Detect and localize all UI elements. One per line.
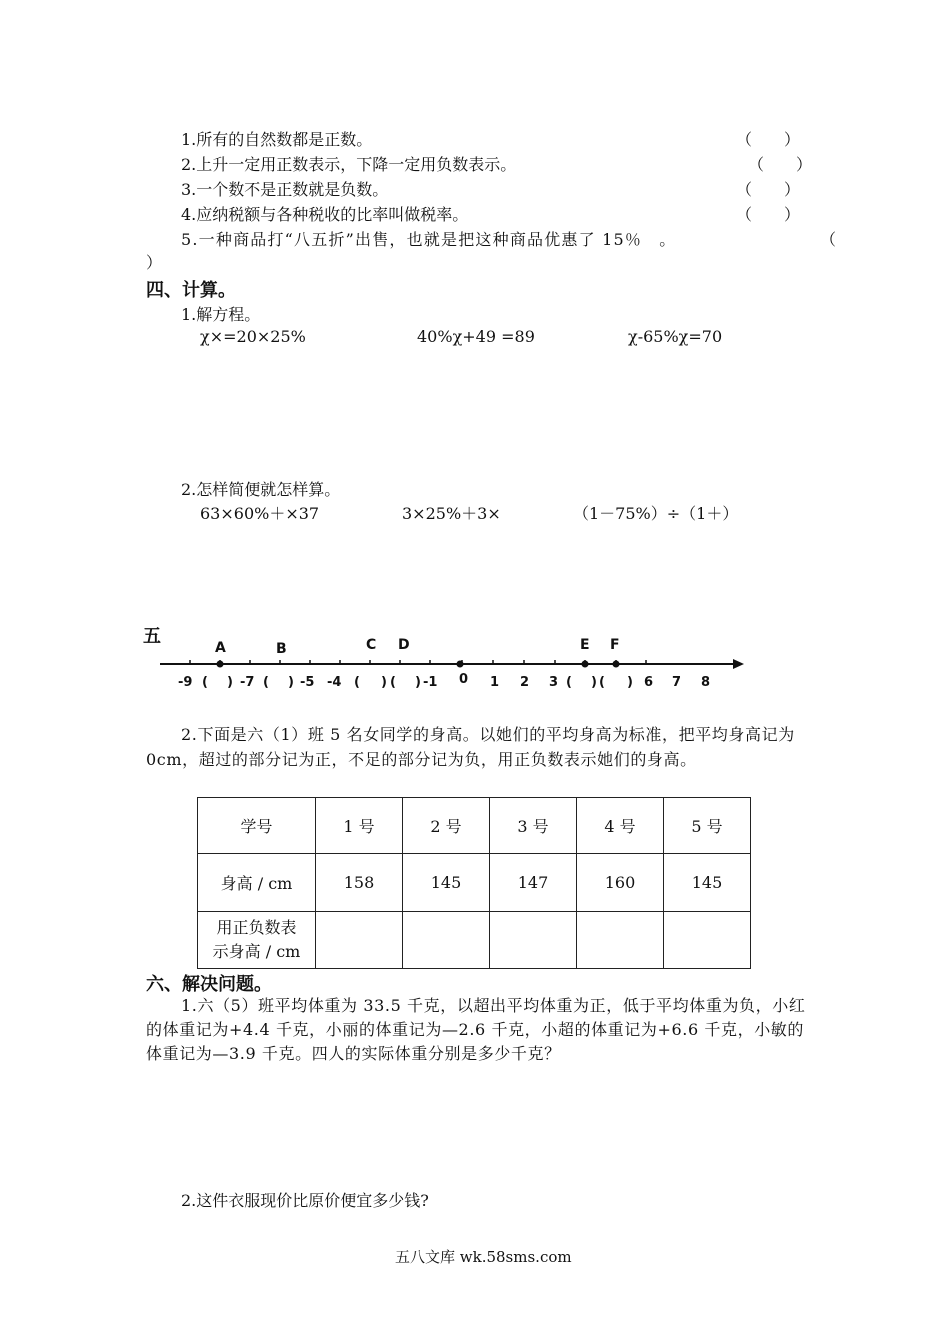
tick-label-neg4: -4: [327, 675, 342, 690]
table-cell: 158: [316, 854, 403, 912]
judge-item-3: 3.一个数不是正数就是负数。: [181, 180, 389, 199]
expression-2: 3×25%＋3×: [402, 504, 501, 523]
price-question: 2.这件衣服现价比原价便宜多少钱?: [181, 1191, 429, 1210]
section6-title: 六、解决问题。: [146, 974, 272, 995]
judge-item-4: 4.应纳税额与各种税收的比率叫做税率。: [181, 205, 469, 224]
point-label-c: C: [366, 637, 377, 653]
judge-item-5: 5.一种商品打“八五折”出售，也就是把这种商品优惠了 15％ 。: [181, 230, 677, 249]
tick-label-neg5: -5: [300, 675, 315, 690]
table-row: [198, 798, 751, 854]
table-header: 5 号: [664, 798, 751, 854]
equation-2: 40%χ+49 =89: [417, 327, 535, 346]
expression-3: （1－75%）÷（1＋）: [573, 504, 739, 523]
answer-cell[interactable]: [403, 912, 490, 969]
number-line-arrow: [733, 659, 744, 669]
tick-label-3: 3: [549, 675, 559, 690]
section4-title: 四、计算。: [146, 280, 236, 301]
table-cell: 身高 / cm: [198, 854, 316, 912]
table-header: 4 号: [577, 798, 664, 854]
blank-close: ): [227, 675, 233, 690]
table-header: 2 号: [403, 798, 490, 854]
tick-label-2: 2: [520, 675, 530, 690]
blank-close: ): [288, 675, 294, 690]
tick-label-neg1: -1: [423, 675, 438, 690]
judge-blank-1[interactable]: （ ）: [736, 130, 801, 149]
tick-label-7: 7: [672, 675, 682, 690]
judge-blank-2[interactable]: （ ）: [748, 155, 813, 174]
height-question: 2.下面是六（1）班 5 名女同学的身高。以她们的平均身高为标准，把平均身高记为 0cm，超过的部分记为正，不足的部分记为负，用正负数表示她们的身高。: [146, 725, 795, 769]
judge-blank-4[interactable]: （ ）: [736, 205, 801, 224]
judge-item-1: 1.所有的自然数都是正数。: [181, 130, 373, 149]
blank-open: (: [263, 675, 269, 690]
table-cell: 147: [490, 854, 577, 912]
answer-cell[interactable]: [577, 912, 664, 969]
section5-title-fragment: 五: [143, 626, 161, 647]
equation-1: χ×=20×25%: [200, 327, 306, 346]
point-label-f: F: [610, 637, 620, 653]
solve-equation-title: 1.解方程。: [181, 305, 261, 324]
footer-watermark: 五八文库 wk.58sms.com: [395, 1248, 572, 1266]
judge-blank-5-open[interactable]: （: [820, 230, 837, 249]
point-label-b: B: [276, 641, 287, 657]
table-cell: 160: [577, 854, 664, 912]
equation-3: χ-65%χ=70: [628, 327, 723, 346]
tick-label-6: 6: [644, 675, 654, 690]
table-row: [198, 854, 751, 912]
judge-blank-5-close: ）: [146, 253, 163, 272]
table-row: [198, 912, 751, 969]
tick-label-0: 0: [459, 672, 469, 687]
blank-open: (: [566, 675, 572, 690]
answer-cell[interactable]: [316, 912, 403, 969]
table-header: 3 号: [490, 798, 577, 854]
weight-question: 1.六（5）班平均体重为 33.5 千克，以超出平均体重为正，低于平均体重为负，小红的体重记为+4.4 千克，小丽的体重记为—2.6 千克，小超的体重记为+6.6 千克，小敏的体重记为—3.9 千克。四人的实际体重分别是多少千克？: [146, 996, 806, 1063]
blank-open: (: [599, 675, 605, 690]
table-header: 学号: [198, 798, 316, 854]
tick-label-8: 8: [701, 675, 711, 690]
blank-close: ): [627, 675, 633, 690]
blank-close: ): [591, 675, 597, 690]
height-table: [197, 797, 751, 969]
point-label-a: A: [215, 640, 226, 656]
blank-open: (: [390, 675, 396, 690]
blank-close: ): [415, 675, 421, 690]
tick-label-neg7: -7: [240, 675, 255, 690]
point-label-e: E: [580, 637, 590, 653]
blank-close: ): [381, 675, 387, 690]
table-cell: [198, 912, 316, 969]
judge-item-2: 2.上升一定用正数表示，下降一定用负数表示。: [181, 155, 517, 174]
table-cell: 145: [403, 854, 490, 912]
blank-open: (: [354, 675, 360, 690]
number-line-point: [613, 661, 620, 668]
number-line-point: [582, 661, 589, 668]
number-line-point: [457, 661, 464, 668]
tick-label-1: 1: [490, 675, 500, 690]
judge-blank-3[interactable]: （ ）: [736, 180, 801, 199]
table-cell: 145: [664, 854, 751, 912]
number-line-point: [217, 661, 224, 668]
table-header: 1 号: [316, 798, 403, 854]
blank-open: (: [202, 675, 208, 690]
tick-label-neg9: -9: [178, 675, 193, 690]
answer-cell[interactable]: [490, 912, 577, 969]
signed-label-line2: 示身高 / cm: [212, 942, 301, 961]
point-label-d: D: [398, 637, 410, 653]
expression-1: 63×60%＋×37: [200, 504, 320, 523]
simplify-title: 2.怎样简便就怎样算。: [181, 480, 341, 499]
answer-cell[interactable]: [664, 912, 751, 969]
signed-label-line1: 用正负数表: [216, 918, 297, 937]
